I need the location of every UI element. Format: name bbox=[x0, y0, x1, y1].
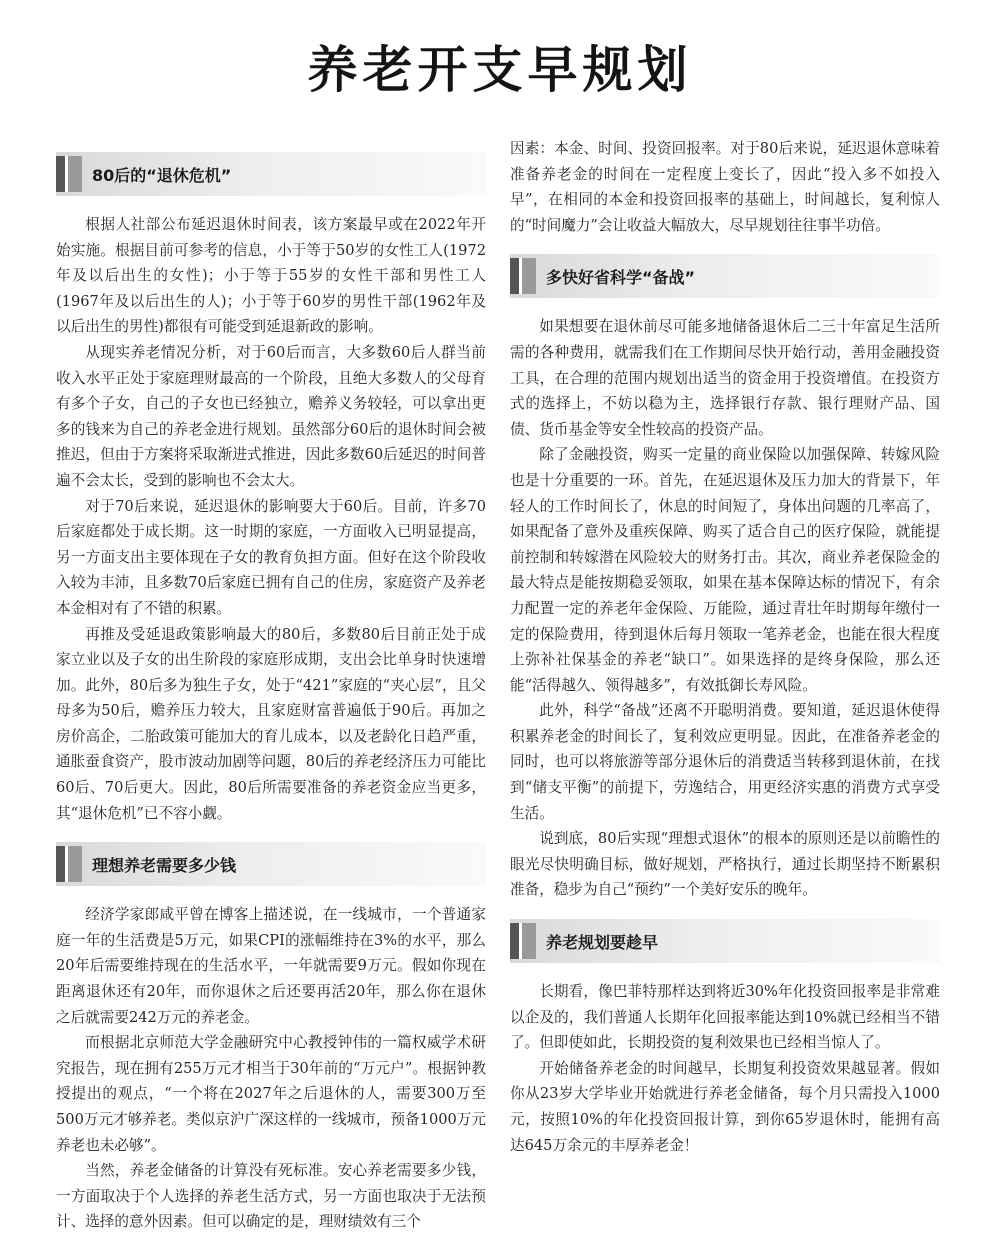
section-heading-plan-early bbox=[510, 919, 940, 963]
section-title: 80后的“退休危机” bbox=[92, 165, 232, 185]
paragraph-continuation: 因素：本金、时间、投资回报率。对于80后来说，延迟退休意味着准备养老金的时间在一定程度上变长了，因此“投入多不如投入早”，在相同的本金和投资回报率的基础上，时间越长，复利惊人的“时间魔力”会让收益大幅放大，尽早规划往往事半功倍。 bbox=[510, 140, 940, 234]
spacer bbox=[510, 903, 940, 919]
paragraph: 如果想要在退休前尽可能多地储备退休后二三十年富足生活所需的各种费用，就需我们在工作期间尽快开始行动，善用金融投资工具，在合理的范围内规划出适当的资金用于投资增值。在投资方式的选择上，不妨以稳为主，选择银行存款、银行理财产品、国债、货币基金等安全性较高的投资产品。 bbox=[510, 318, 940, 438]
section-body-retirement-crisis bbox=[56, 212, 486, 826]
left-column bbox=[56, 152, 486, 1235]
paragraph: 说到底，80后实现“理想式退休”的根本的原则还是以前瞻性的眼光尽快明确目标，做好规划，严格执行，通过长期坚持不断累积准备，稳步为自己“预约”一个美好安乐的晚年。 bbox=[510, 830, 940, 899]
paragraph: 当然，养老金储备的计算没有死标准。安心养老需要多少钱，一方面取决于个人选择的养老生活方式，另一方面也取决于无法预计、选择的意外因素。但可以确定的是，理财绩效有三个 bbox=[56, 1162, 486, 1231]
spacer bbox=[510, 963, 940, 979]
heading-bar-mid bbox=[68, 846, 82, 882]
paragraph: 而根据北京师范大学金融研究中心教授钟伟的一篇权威学术研究报告，现在拥有255万元才相当于30年前的“万元户”。根据钟教授提出的观点，“一个将在2027年之后退休的人，需要300万至500万元才够养老。类似京沪广深这样的一线城市，预备1000万元养老也未必够”。 bbox=[56, 1034, 486, 1154]
paragraph: 再推及受延退政策影响最大的80后，多数80后目前正处于成家立业以及子女的出生阶段的家庭形成期，支出会比单身时快速增加。此外，80后多为独生子女，处于“421”家庭的“夹心层”，且父母多为50后，赡养压力较大，且家庭财富普遍低于90后。再加之房价高企，二胎政策可能加大的育儿成本，以及老龄化日趋严重，通胀蚕食资产，股市波动加剧等问题，80后的养老经济压力可能比60后、70后更大。因此，80后所需要准备的养老资金应当更多，其“退休危机”已不容小觑。 bbox=[56, 625, 486, 822]
section-heading-ideal-retirement-cost bbox=[56, 842, 486, 886]
article-title: 养老开支早规划 bbox=[307, 41, 693, 99]
section-title: 养老规划要趁早 bbox=[546, 932, 659, 952]
heading-bar-mid bbox=[522, 258, 536, 294]
section-body-ideal-retirement-cost bbox=[56, 902, 486, 1235]
section-title: 多快好省科学“备战” bbox=[546, 267, 696, 287]
spacer bbox=[510, 298, 940, 314]
paragraph: 对于70后来说，延迟退休的影响要大于60后。目前，许多70后家庭都处于成长期。这一时期的家庭，一方面收入已明显提高，另一方面支出主要体现在子女的教育负担方面。但好在这个阶段收入较为丰沛，且多数70后家庭已拥有自己的住房，家庭资产及养老本金相对有了不错的积累。 bbox=[56, 497, 486, 617]
heading-bar-dark bbox=[56, 846, 65, 882]
paragraph: 长期看，像巴菲特那样达到将近30%年化投资回报率是非常难以企及的，我们普通人长期年化回报率能达到10%就已经相当不错了。但即使如此，长期投资的复利效果也已经相当惊人了。 bbox=[510, 983, 940, 1052]
paragraph: 除了金融投资，购买一定量的商业保险以加强保障、转嫁风险也是十分重要的一环。首先，在延迟退休及压力加大的背景下，年轻人的工作时间长了，休息的时间短了，身体出问题的几率高了，如果配备了意外及重疾保障、购买了适合自己的医疗保险，就能提前控制和转嫁潜在风险较大的财务打击。其次，商业养老保险金的最大特点是能按期稳妥领取，如果在基本保障达标的情况下，有余力配置一定的养老年金保险、万能险，通过青壮年时期每年缴付一定的保险费用，待到退休后每月领取一笔养老金，也能在很大程度上弥补社保基金的养老“缺口”。如果选择的是终身保险，那么还能“活得越久、领得越多”，有效抵御长寿风险。 bbox=[510, 446, 940, 694]
section-body-continuation bbox=[510, 136, 940, 238]
section-title: 理想养老需要多少钱 bbox=[92, 855, 237, 875]
heading-bar-dark bbox=[510, 923, 519, 959]
section-body-scientific-preparation bbox=[510, 314, 940, 903]
heading-bar-mid bbox=[522, 923, 536, 959]
paragraph: 经济学家郎咸平曾在博客上描述说，在一线城市，一个普通家庭一年的生活费是5万元，如果CPI的涨幅维持在3%的水平，那么20年后需要维持现在的生活水平，一年就需要9万元。假如你现在距离退休还有20年，而你退休之后还要再活20年，那么你在退休之后就需要242万元的养老金。 bbox=[56, 906, 486, 1026]
paragraph: 根据人社部公布延迟退休时间表，该方案最早或在2022年开始实施。根据目前可参考的信息，小于等于50岁的女性工人(1972年及以后出生的女性)；小于等于55岁的女性干部和男性工人(1967年及以后出生的人)；小于等于60岁的男性干部(1962年及以后出生的男性)都很有可能受到延退新政的影响。 bbox=[56, 216, 486, 336]
section-heading-retirement-crisis bbox=[56, 152, 486, 196]
right-column bbox=[510, 136, 940, 1158]
paragraph: 开始储备养老金的时间越早，长期复利投资效果越显著。假如你从23岁大学毕业开始就进行养老金储备，每个月只需投入1000元，按照10%的年化投资回报计算，到你65岁退休时，能拥有高达645万余元的丰厚养老金！ bbox=[510, 1059, 940, 1154]
section-body-plan-early bbox=[510, 979, 940, 1158]
spacer bbox=[56, 826, 486, 842]
paragraph: 从现实养老情况分析，对于60后而言，大多数60后人群当前收入水平正处于家庭理财最高的一个阶段，且绝大多数人的父母育有多个子女，自己的子女也已经独立，赡养义务较轻，可以拿出更多的钱来为自己的养老金进行规划。虽然部分60后的退休时间会被推迟，但由于方案将采取渐进式推进，因此多数60后延迟的时间普遍不会太长，受到的影响也不会太大。 bbox=[56, 343, 486, 489]
paragraph: 此外，科学“备战”还离不开聪明消费。要知道，延迟退休使得积累养老金的时间长了，复利效应更明显。因此，在准备养老金的同时，也可以将旅游等部分退休后的消费适当转移到退休前，在找到“储支平衡”的前提下，劳逸结合，用更经济实惠的消费方式享受生活。 bbox=[510, 702, 940, 822]
section-heading-scientific-preparation bbox=[510, 254, 940, 298]
spacer bbox=[56, 886, 486, 902]
spacer bbox=[56, 196, 486, 212]
heading-bar-dark bbox=[510, 258, 519, 294]
heading-bar-mid bbox=[68, 156, 82, 192]
spacer bbox=[510, 238, 940, 254]
heading-bar-dark bbox=[56, 156, 65, 192]
